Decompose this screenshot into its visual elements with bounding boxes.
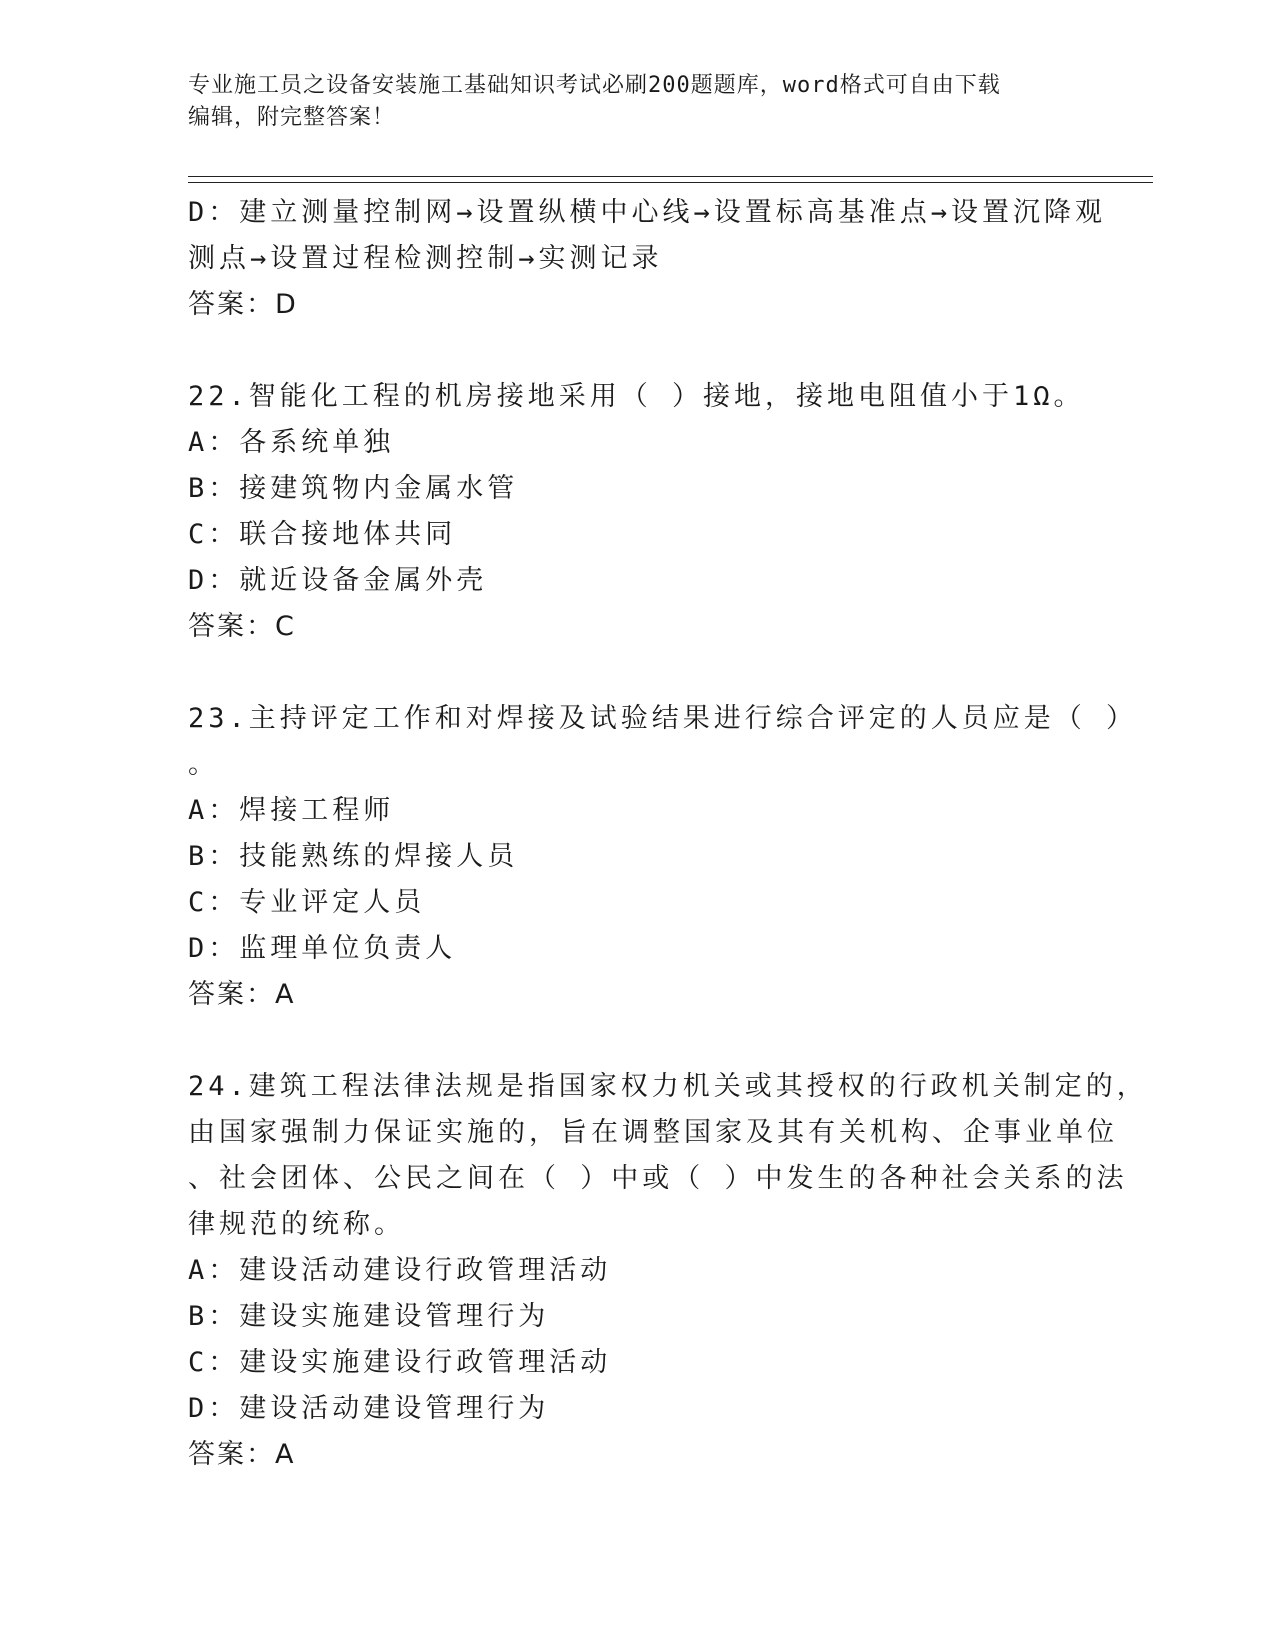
header-title-line-1: 专业施工员之设备安装施工基础知识考试必刷200题题库，word格式可自由下载 xyxy=(188,73,1001,98)
option-c: C：联合接地体共同 xyxy=(188,519,457,550)
document-header xyxy=(188,70,1068,134)
answer-label: 答案：A xyxy=(188,979,296,1010)
question-fragment xyxy=(188,190,1107,328)
answer-label: 答案：C xyxy=(188,611,296,642)
option-c: C：专业评定人员 xyxy=(188,887,426,918)
header-divider-top xyxy=(188,176,1153,177)
question-24 xyxy=(188,1064,1148,1478)
answer-label: 答案：A xyxy=(188,1439,296,1470)
option-d-line-1: D：建立测量控制网→设置纵横中心线→设置标高基准点→设置沉降观 xyxy=(188,197,1107,228)
option-b: B：接建筑物内金属水管 xyxy=(188,473,519,504)
option-d-line-2: 测点→设置过程检测控制→实测记录 xyxy=(188,243,663,274)
spacer xyxy=(188,650,1088,696)
spacer xyxy=(188,1018,1088,1064)
option-a: A：各系统单独 xyxy=(188,427,395,458)
option-b: B：建设实施建设管理行为 xyxy=(188,1301,550,1332)
question-list xyxy=(188,190,1148,1478)
option-b: B：技能熟练的焊接人员 xyxy=(188,841,519,872)
question-text-line-4: 律规范的统称。 xyxy=(188,1209,405,1240)
option-a: A：建设活动建设行政管理活动 xyxy=(188,1255,612,1286)
header-title-line-2: 编辑，附完整答案！ xyxy=(188,105,396,130)
question-text-line-2: 由国家强制力保证实施的，旨在调整国家及其有关机构、企事业单位 xyxy=(188,1117,1118,1148)
question-text-line-3: 、社会团体、公民之间在（ ）中或（ ）中发生的各种社会关系的法 xyxy=(188,1163,1128,1194)
header-divider-bottom xyxy=(188,182,1153,183)
option-d: D：监理单位负责人 xyxy=(188,933,457,964)
question-text: 22.智能化工程的机房接地采用（ ）接地，接地电阻值小于1Ω。 xyxy=(188,381,1085,412)
question-text-line-1: 24.建筑工程法律法规是指国家权力机关或其授权的行政机关制定的， xyxy=(188,1071,1148,1102)
answer-label: 答案：D xyxy=(188,289,298,320)
question-text-line-1: 23.主持评定工作和对焊接及试验结果进行综合评定的人员应是（ ） xyxy=(188,703,1138,734)
option-d: D：就近设备金属外壳 xyxy=(188,565,488,596)
option-d: D：建设活动建设管理行为 xyxy=(188,1393,550,1424)
option-c: C：建设实施建设行政管理活动 xyxy=(188,1347,612,1378)
question-22 xyxy=(188,374,1088,650)
question-text-line-2: 。 xyxy=(188,749,219,780)
option-a: A：焊接工程师 xyxy=(188,795,395,826)
question-23 xyxy=(188,696,1138,1018)
spacer xyxy=(188,328,1088,374)
